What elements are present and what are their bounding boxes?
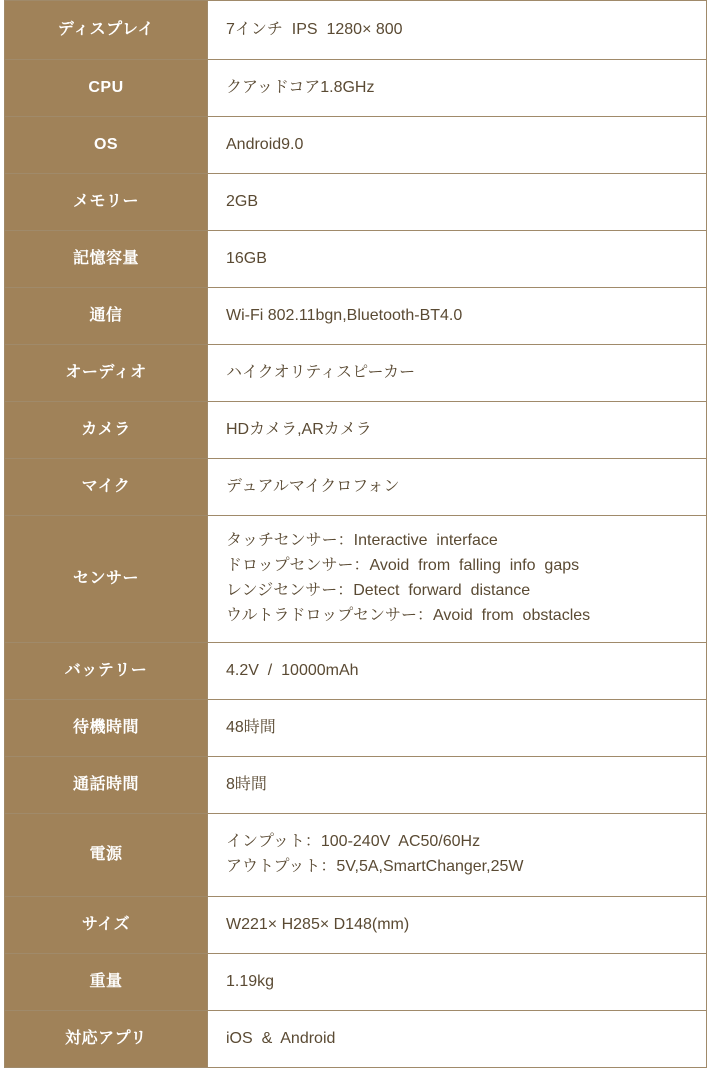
spec-value-audio [208,345,707,402]
spec-value-line: Android9.0 [226,135,304,153]
spec-value-os [208,117,707,174]
spec-value-power [208,814,707,897]
spec-value-line: ドロップセンサー：Avoid from falling info gaps [226,557,580,575]
spec-value-line: 16GB [226,249,267,267]
table-row [5,345,707,402]
spec-value-sensor [208,516,707,643]
table-row [5,516,707,643]
spec-label-power: 電源 [5,814,208,897]
spec-value-battery [208,643,707,700]
table-row [5,814,707,897]
table-row [5,231,707,288]
spec-value-line: アウトプット：5V,5A,SmartChanger,25W [226,858,524,875]
specification-table-body [5,1,707,1068]
table-row [5,117,707,174]
spec-label-standby-time: 待機時間 [5,700,208,757]
spec-value-talk-time [208,757,707,814]
spec-value-line: 48時間 [226,718,276,736]
spec-value-supported-app [208,1011,707,1068]
spec-value-line: iOS & Android [226,1029,336,1047]
table-row [5,1011,707,1068]
spec-value-standby-time [208,700,707,757]
spec-label-memory: メモリー [5,174,208,231]
spec-value-memory [208,174,707,231]
specification-table [4,0,707,1068]
spec-label-audio: オーディオ [5,345,208,402]
table-row [5,954,707,1011]
spec-label-storage: 記憶容量 [5,231,208,288]
spec-value-microphone [208,459,707,516]
spec-value-cpu [208,60,707,117]
table-row [5,402,707,459]
spec-value-line: インプット：100-240V AC50/60Hz [226,833,481,851]
spec-value-line: HDカメラ,ARカメラ [226,420,372,438]
spec-value-line: 8時間 [226,775,267,793]
spec-label-microphone: マイク [5,459,208,516]
spec-label-sensor: センサー [5,516,208,643]
table-row [5,757,707,814]
spec-value-communication [208,288,707,345]
table-row [5,700,707,757]
spec-value-line: 7インチ IPS 1280× 800 [226,20,403,38]
spec-value-line: 2GB [226,192,259,210]
spec-value-storage [208,231,707,288]
spec-label-os: OS [5,117,208,174]
table-row [5,288,707,345]
spec-value-line: クアッドコア1.8GHz [226,78,375,96]
spec-value-line: デュアルマイクロフォン [226,477,400,495]
spec-label-supported-app: 対応アプリ [5,1011,208,1068]
spec-value-line: W221× H285× D148(mm) [226,915,410,933]
spec-label-size: サイズ [5,897,208,954]
spec-value-line: タッチセンサー：Interactive interface [226,532,498,550]
spec-value-line: Wi-Fi 802.11bgn,Bluetooth-BT4.0 [226,306,463,324]
table-row [5,174,707,231]
spec-value-line: ハイクオリティスピーカー [226,363,416,381]
spec-value-display [208,1,707,60]
spec-label-communication: 通信 [5,288,208,345]
spec-value-size [208,897,707,954]
spec-value-camera [208,402,707,459]
table-row [5,897,707,954]
spec-label-camera: カメラ [5,402,208,459]
spec-value-line: レンジセンサー：Detect forward distance [226,582,531,599]
spec-value-weight [208,954,707,1011]
spec-value-line: 4.2V / 10000mAh [226,661,359,679]
table-row [5,1,707,60]
spec-label-battery: バッテリー [5,643,208,700]
table-row [5,459,707,516]
spec-label-talk-time: 通話時間 [5,757,208,814]
spec-value-line: ウルトラドロップセンサー：Avoid from obstacles [226,606,591,624]
table-row [5,643,707,700]
spec-label-display: ディスプレイ [5,1,208,60]
spec-label-cpu: CPU [5,60,208,117]
table-row [5,60,707,117]
spec-value-line: 1.19kg [226,972,275,990]
spec-label-weight: 重量 [5,954,208,1011]
